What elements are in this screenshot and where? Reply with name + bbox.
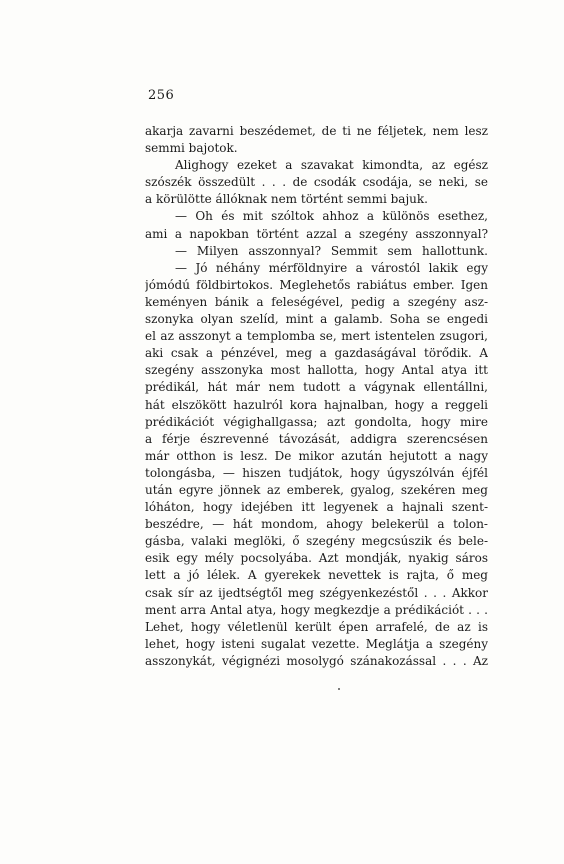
text-line: lehet, hogy isteni sugalat vezette. Meglátja a szegény bbox=[145, 636, 488, 651]
text-line: — Jó néhány mérföldnyire a várostól lakik egy bbox=[175, 260, 488, 275]
text-line: a körülötte állóknak nem történt semmi bajuk. bbox=[145, 192, 428, 207]
text-line: prédikációt végighallgassa; azt gondolta, hogy mire bbox=[145, 414, 488, 429]
text-line: tolongásba, — hiszen tudjátok, hogy úgyszólván éjfél bbox=[145, 465, 488, 480]
paper-speck bbox=[338, 688, 340, 690]
text-line: — Oh és mit szóltok ahhoz a különös esethez, bbox=[175, 209, 488, 224]
text-line: aki csak a pénzével, meg a gazdaságával törődik. A bbox=[145, 346, 488, 361]
text-line: szószék összedült . . . de csodák csodája, se neki, se bbox=[145, 175, 488, 190]
text-line: szonyka olyan szelíd, mint a galamb. Soha se engedi bbox=[145, 312, 488, 327]
text-line: asszonykát, végignézi mosolygó szánakozással . . . Az bbox=[145, 653, 488, 668]
text-line: akarja zavarni beszédemet, de ti ne féljetek, nem lesz bbox=[145, 124, 488, 138]
text-line: jómódú földbirtokos. Meglehetős rabiátus ember. Igen bbox=[145, 277, 488, 292]
text-line: lett a jó lélek. A gyerekek nevettek is rajta, ő meg bbox=[145, 568, 488, 583]
text-line: lóháton, hogy idejében itt legyenek a hajnali szent- bbox=[145, 500, 488, 515]
text-line: szegény asszonyka most hallotta, hogy Antal atya itt bbox=[145, 363, 488, 378]
text-line: semmi bajotok. bbox=[145, 141, 238, 156]
text-line: ami a napokban történt azzal a szegény asszonnyal? bbox=[145, 226, 488, 241]
text-line: a férje észrevenné távozását, addigra szerencsésen bbox=[145, 431, 488, 446]
text-line: esik egy mély pocsolyába. Azt mondják, nyakig sáros bbox=[145, 551, 488, 566]
text-line: már otthon is lesz. De mikor azután hejutott a nagy bbox=[145, 448, 488, 463]
text-line: ment arra Antal atya, hogy megkezdje a prédikációt . . . bbox=[145, 602, 488, 617]
text-line: prédikál, hát már nem tudott a vágynak ellentállni, bbox=[145, 380, 488, 395]
text-line: — Milyen asszonnyal? Semmit sem hallottunk. bbox=[175, 243, 488, 258]
text-line: hát elszökött hazulról kora hajnalban, hogy a reggeli bbox=[145, 397, 488, 412]
text-line: el az asszonyt a templomba se, mert istentelen zsugori, bbox=[145, 329, 488, 344]
text-line: gásba, valaki meglöki, ő szegény megcsúszik és bele- bbox=[145, 534, 488, 549]
text-line: beszédre, — hát mondom, ahogy belekerül a tolon- bbox=[145, 517, 488, 532]
text-line: Lehet, hogy véletlenül került épen arrafelé, de az is bbox=[145, 619, 488, 634]
text-line: keményen bánik a feleségével, pedig a szegény asz- bbox=[145, 294, 488, 309]
body-text bbox=[145, 123, 488, 670]
text-line: után egyre jönnek az emberek, gyalog, szekéren meg bbox=[145, 482, 488, 497]
text-line: Alighogy ezeket a szavakat kimondta, az egész bbox=[175, 158, 488, 173]
page-number: 256 bbox=[148, 88, 175, 103]
text-line: csak sír az ijedtségtől meg szégyenkezéstől . . . Akkor bbox=[145, 585, 488, 600]
